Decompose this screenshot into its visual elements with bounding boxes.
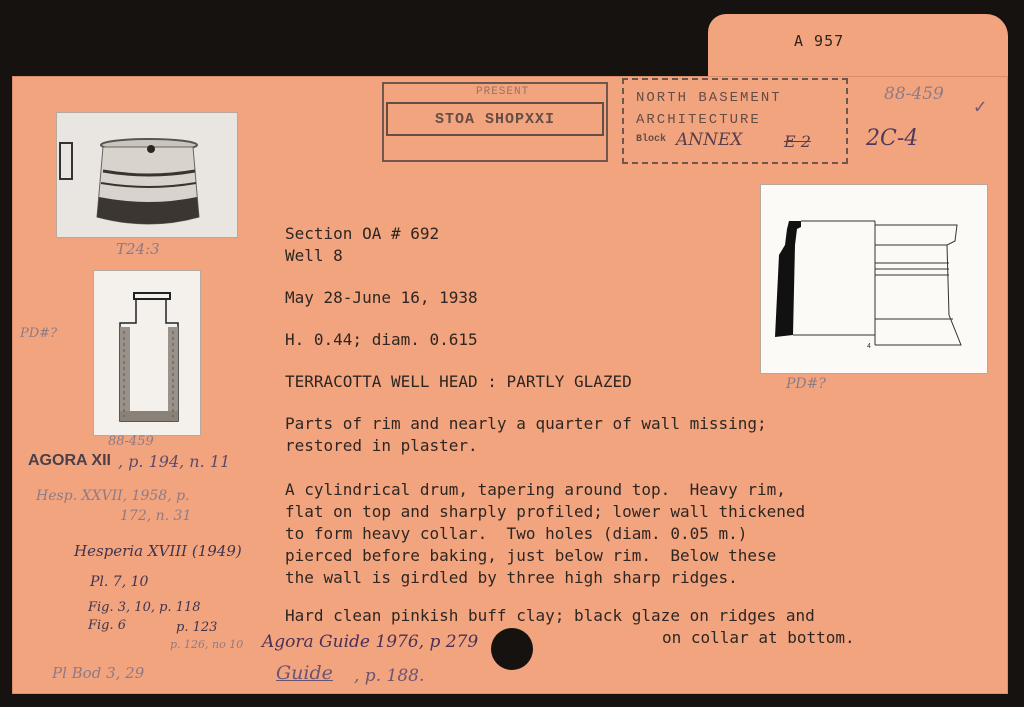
location-stamp-text: STOA SHOPXXI [386,102,604,136]
card-tab [708,14,1008,84]
plate-ref: Pl. 7, 10 [90,574,149,590]
accession-number: A 957 [794,32,845,50]
description-line-1: A cylindrical drum, tapering around top. Heavy rim, [285,480,786,499]
photo2-pd-note: PD#? [20,326,58,341]
figure-ref-2-page: p. 123 [176,620,218,635]
plate-body-ref: Pl Bod 3, 29 [52,664,145,682]
object-title: TERRACOTTA WELL HEAD : PARTLY GLAZED [285,372,632,391]
storage-stamp-line2: ARCHITECTURE [636,112,761,128]
guide-ref-2: Guide [276,662,333,684]
location-stamp-faint: PRESENT [476,86,530,98]
well-line: Well 8 [285,246,343,265]
section-line: Section OA # 692 [285,224,440,243]
figure-ref-2: Fig. 6 [88,618,127,633]
clay-line-2: on collar at bottom. [662,628,855,647]
storage-stamp [622,78,848,164]
guide-ref-1: Agora Guide 1976, p 279 [262,632,479,652]
check-mark-icon: ✓ [974,94,987,118]
hesperia-ref-2: Hesperia XVIII (1949) [74,542,242,560]
description-line-4: pierced before baking, just below rim. Below these [285,546,777,565]
condition-line-1: Parts of rim and nearly a quarter of wall missing; [285,414,767,433]
profile-drawing-icon [761,185,987,373]
profile-drawing [760,184,988,374]
storage-block-value: ANNEX [676,130,743,150]
description-line-2: flat on top and sharply profiled; lower wall thickened [285,502,806,521]
storage-stamp-line1: NORTH BASEMENT [636,90,782,106]
photo2-label: 88-459 [108,434,154,449]
storage-block-label: Block [636,134,667,145]
inventory-note: 88-459 [884,84,944,104]
photo3-pd-note: PD#? [786,376,826,392]
figure-ref-3: p. 126, no 10 [170,638,244,651]
photo1-label: T24:3 [116,240,160,258]
drawing-number: 4 [867,343,871,350]
dimensions: H. 0.44; diam. 0.615 [285,330,478,349]
figure-ref-1: Fig. 3, 10, p. 118 [88,600,201,615]
storage-block-struck: E 2 [784,132,811,151]
agora-stamp: AGORA XII [28,452,111,469]
location-stamp [382,82,608,162]
excavation-dates: May 28-June 16, 1938 [285,288,478,307]
object-photo [56,112,238,238]
description-line-5: the wall is girdled by three high sharp ridges. [285,568,738,587]
agora-ref: , p. 194, n. 11 [118,452,231,471]
clay-line-1: Hard clean pinkish buff clay; black glaze on ridges and [285,606,815,625]
section-drawing [93,270,201,436]
condition-line-2: restored in plaster. [285,436,478,455]
well-head-photo-icon [57,113,237,237]
guide-ref-2-page: , p. 188. [354,666,425,686]
well-section-drawing-icon [94,271,200,435]
description-line-3: to form heavy collar. Two holes (diam. 0.05 m.) [285,524,748,543]
grid-note: 2C-4 [866,126,919,151]
hesperia-ref-1b: 172, n. 31 [120,508,192,524]
punch-hole [491,628,533,670]
hesperia-ref-1a: Hesp. XXVII, 1958, p. [36,488,190,504]
